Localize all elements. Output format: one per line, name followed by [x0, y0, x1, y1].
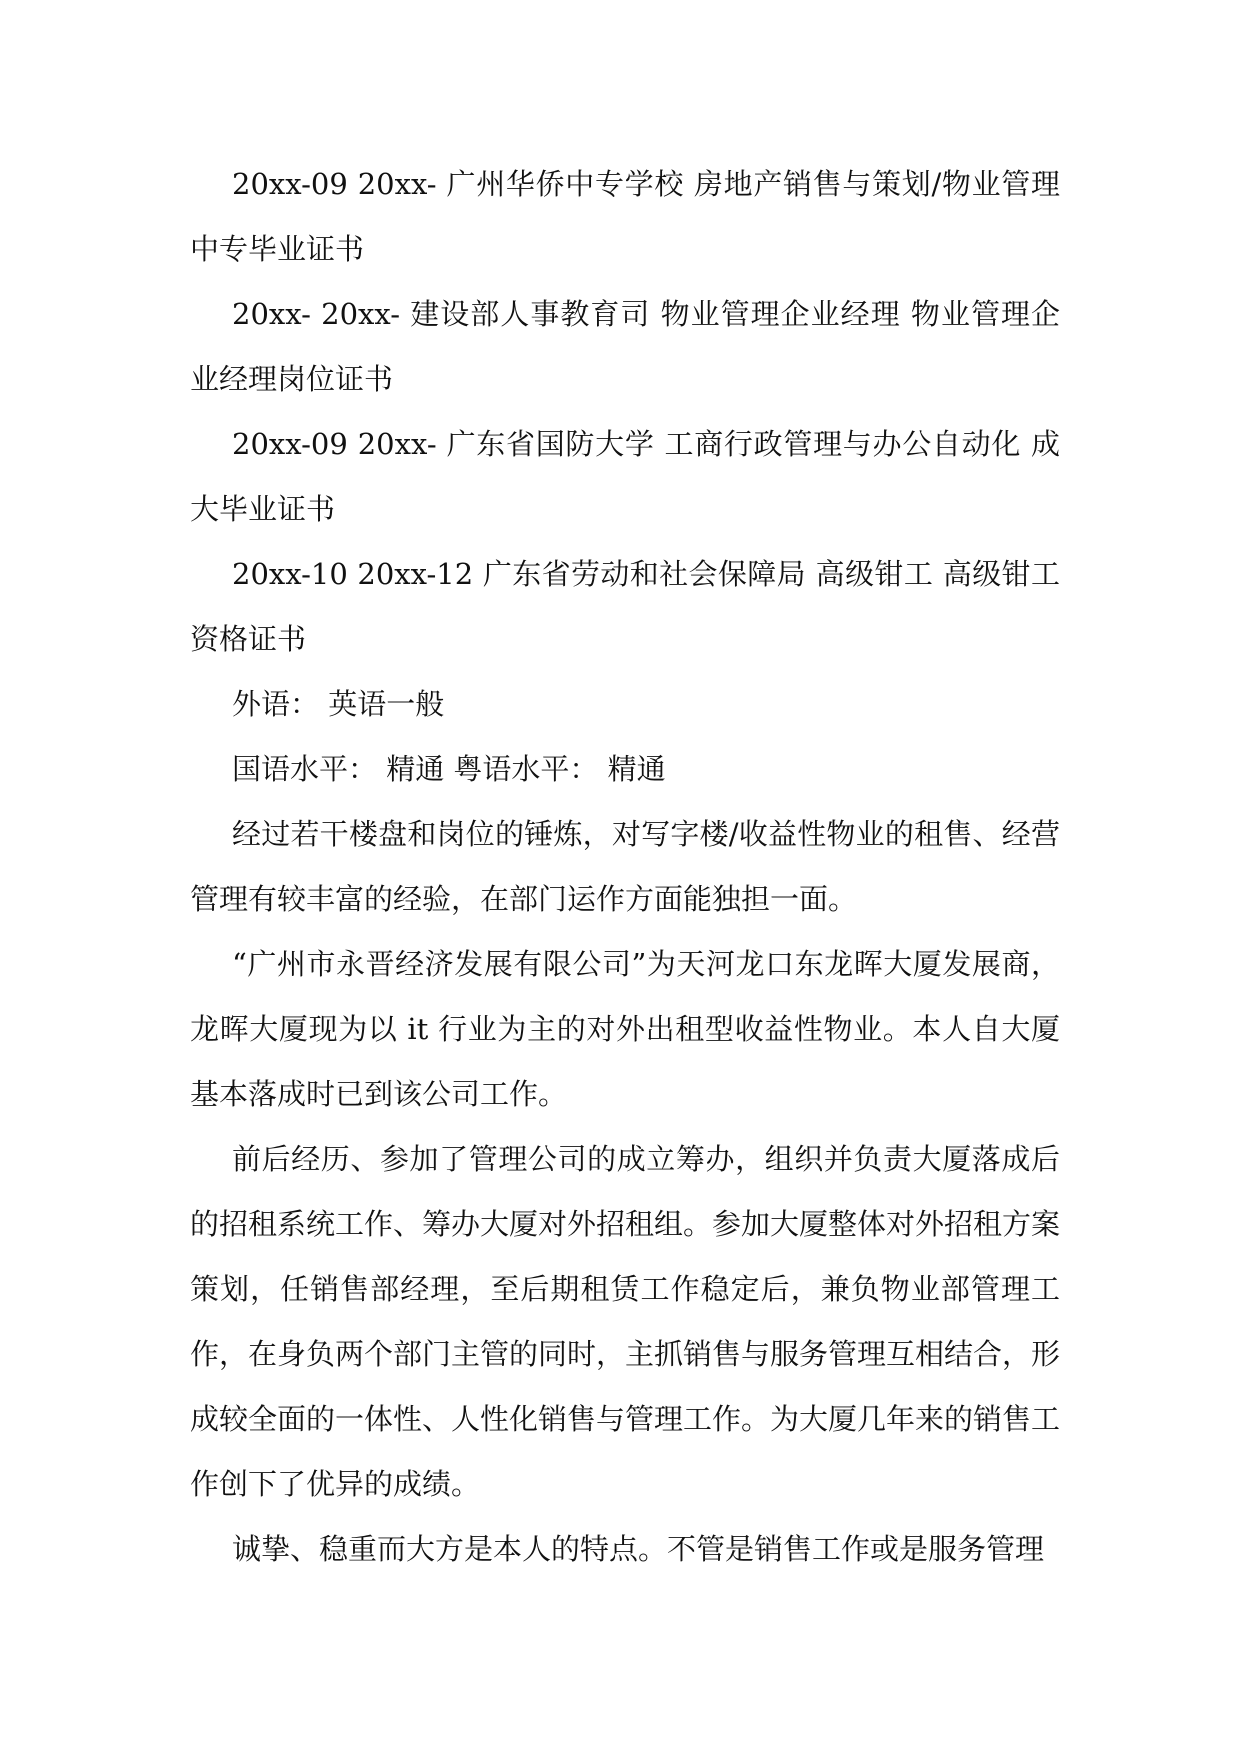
certificate-line-3: 20xx-09 20xx- 广东省国防大学 工商行政管理与办公自动化 成大毕业证书 [190, 427, 1060, 526]
personal-traits-paragraph: 诚挚、稳重而大方是本人的特点。不管是销售工作或是服务管理 [232, 1532, 1045, 1566]
certificate-line-4: 20xx-10 20xx-12 广东省劳动和社会保障局 高级钳工 高级钳工资格证书 [190, 557, 1060, 656]
foreign-language-line: 外语： 英语一般 [232, 687, 445, 721]
experience-summary-paragraph: 经过若干楼盘和岗位的锤炼，对写字楼/收益性物业的租售、经营管理有较丰富的经验，在部门运作方面能独担一面。 [190, 817, 1060, 916]
company-intro-paragraph: “广州市永晋经济发展有限公司”为天河龙口东龙晖大厦发展商，龙晖大厦现为以 it 行业为主的对外出租型收益性物业。本人自大厦基本落成时已到该公司工作。 [190, 947, 1060, 1111]
certificate-line-2: 20xx- 20xx- 建设部人事教育司 物业管理企业经理 物业管理企业经理岗位证书 [190, 297, 1060, 396]
work-history-paragraph: 前后经历、参加了管理公司的成立筹办，组织并负责大厦落成后的招租系统工作、筹办大厦对外招租组。参加大厦整体对外招租方案策划，任销售部经理，至后期租赁工作稳定后，兼负物业部管理工作，在身负两个部门主管的同时，主抓销售与服务管理互相结合，形成较全面的一体性、人性化销售与管理工作。为大厦几年来的销售工作创下了优异的成绩。 [190, 1142, 1061, 1501]
document-body [190, 152, 1060, 1582]
dialect-level-line: 国语水平： 精通 粤语水平： 精通 [232, 752, 666, 786]
certificate-line-1: 20xx-09 20xx- 广州华侨中专学校 房地产销售与策划/物业管理中专毕业证书 [190, 167, 1060, 266]
